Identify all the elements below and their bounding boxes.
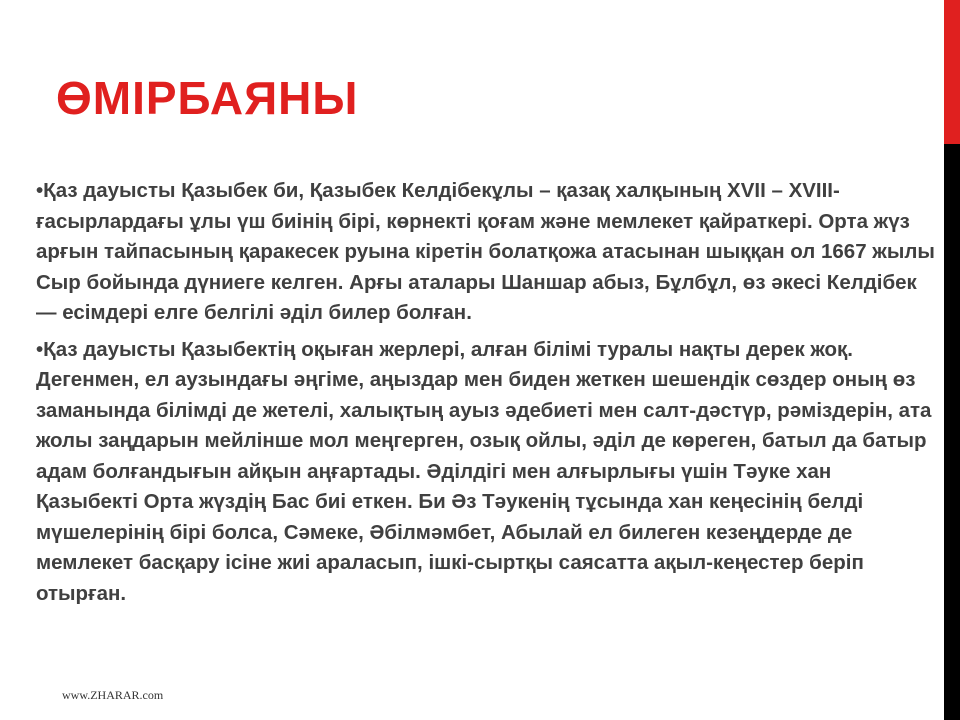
bullet-paragraph-2: •Қаз дауысты Қазыбектің оқыған жерлері, алған білімі туралы нақты дерек жоқ. Дегенмен, ел аузындағы әңгіме, аңыздар мен биден жеткен шешендік сөздер оның өз заманында білімді де жетелі, халықтың ауыз әдебиеті мен салт-дәстүр, рәміздерін, ата жолы заңдарын мейлінше мол меңгерген, озық ойлы, әділ де көреген, батыл да батыр адам болғандығын айқын аңғартады. Әділдігі мен алғырлығы үшін Тәуке хан Қазыбекті Орта жүздің Бас биі еткен. Би Әз Тәукенің тұсында хан кеңесінің белді мүшелерінің бірі болса, Сәмеке, Әбілмәмбет, Абылай ел билеген кезеңдерде де мемлекет басқару ісіне жиі араласып, ішкі-сыртқы саясатта ақыл-кеңестер беріп отырған. — [36, 337, 932, 605]
footer-watermark: www.ZHARAR.com — [62, 688, 164, 702]
accent-bar-red — [944, 0, 960, 144]
accent-bar-black — [944, 144, 960, 720]
slide-body — [36, 176, 936, 615]
bullet-paragraph-1: •Қаз дауысты Қазыбек би, Қазыбек Келдібекұлы – қазақ халқының XVII – XVIII-ғасырлардағы ұлы үш биінің бірі, көрнекті қоғам және мемлекет қайраткері. Орта жүз арғын тайпасының қаракесек руына кіретін болатқожа атасынан шыққан ол 1667 жылы Сыр бойында дүниеге келген. Арғы аталары Шаншар абыз, Бұлбұл, өз әкесі Келдібек — есімдері елге белгілі әділ билер болған. — [36, 179, 935, 324]
slide-title: ӨМІРБАЯНЫ — [56, 72, 359, 124]
